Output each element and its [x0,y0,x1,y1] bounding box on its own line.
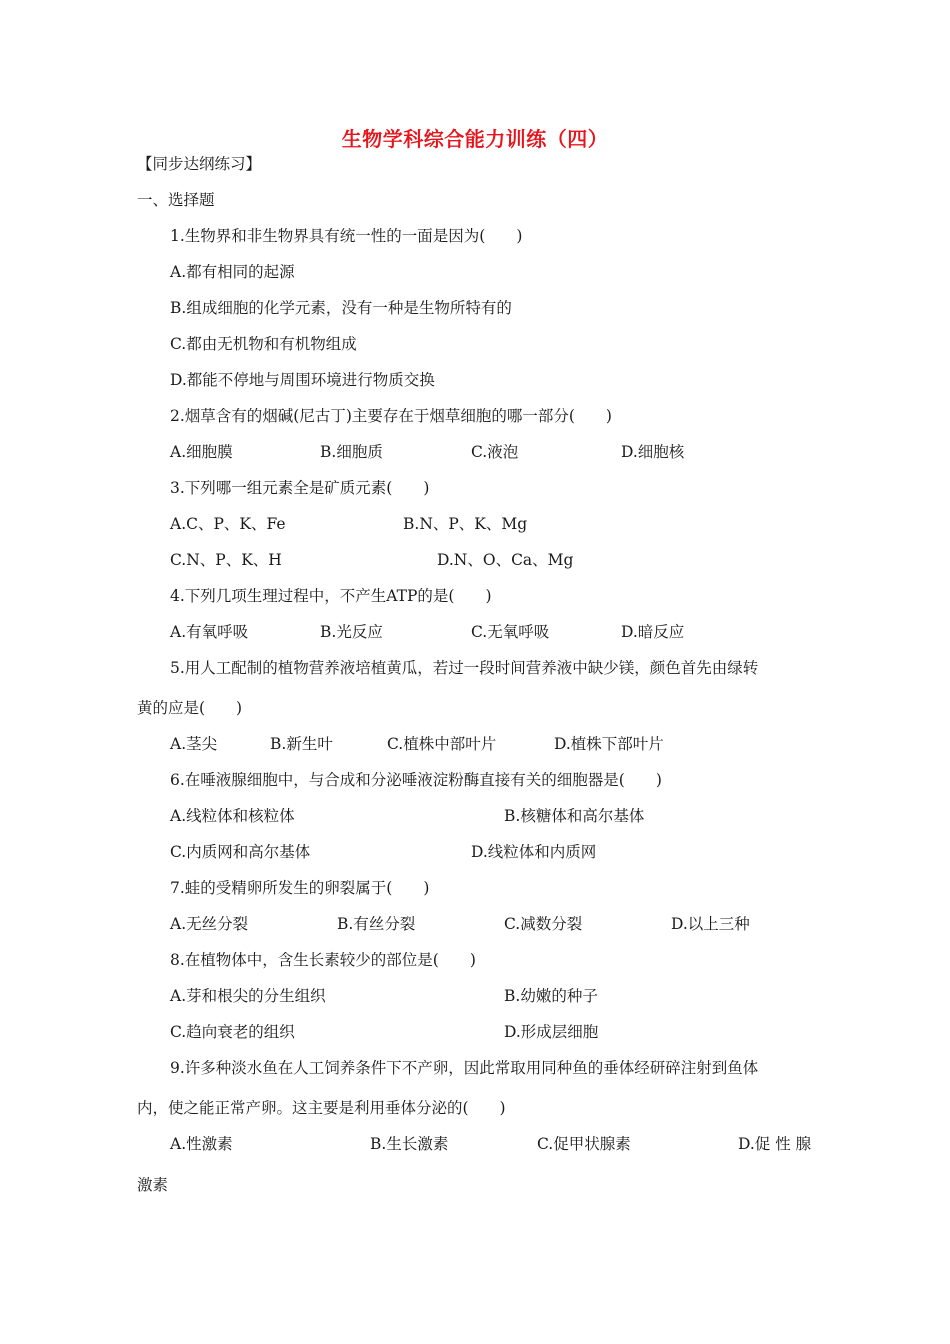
option-c: C.促甲状腺素 [537,1135,631,1153]
option-c: C.减数分裂 [504,915,583,933]
question-stem: 9.许多种淡水鱼在人工饲养条件下不产卵，因此常取用同种鱼的垂体经研碎注射到鱼体 [170,1059,759,1077]
option-d: D.以上三种 [671,915,750,933]
option-a: A.芽和根尖的分生组织 [170,987,326,1005]
option-b: B.细胞质 [320,443,383,461]
question-stem: 3.下列哪一组元素全是矿质元素( ) [170,479,430,497]
section-heading: 【同步达纲练习】 [137,155,262,173]
option-d: D.都能不停地与周围环境进行物质交换 [170,371,435,389]
question-stem: 5.用人工配制的植物营养液培植黄瓜，若过一段时间营养液中缺少镁，颜色首先由绿转 [170,659,759,677]
option-a: A.有氧呼吸 [170,623,249,641]
option-a: A.C、P、K、Fe [170,515,286,533]
question-stem: 1.生物界和非生物界具有统一性的一面是因为( ) [170,227,523,245]
option-c: C.趋向衰老的组织 [170,1023,295,1041]
option-c: C.无氧呼吸 [471,623,550,641]
question-stem: 7.蛙的受精卵所发生的卵裂属于( ) [170,879,430,897]
option-a: A.茎尖 [170,735,218,753]
option-d: D.促 性 腺 [738,1135,812,1153]
option-c: C.液泡 [471,443,519,461]
option-d: D.N、O、Ca、Mg [437,551,574,569]
option-a: A.性激素 [170,1135,233,1153]
option-d: D.线粒体和内质网 [471,843,597,861]
question-stem: 6.在唾液腺细胞中，与合成和分泌唾液淀粉酶直接有关的细胞器是( ) [170,771,662,789]
option-b: B.核糖体和高尔基体 [504,807,645,825]
page-title: 生物学科综合能力训练（四） [341,127,609,151]
question-stem: 8.在植物体中，含生长素较少的部位是( ) [170,951,476,969]
option-b: B.N、P、K、Mg [403,515,528,533]
option-c: C.都由无机物和有机物组成 [170,335,357,353]
question-stem-continued: 内，使之能正常产卵。这主要是利用垂体分泌的( ) [137,1099,506,1117]
option-b: B.组成细胞的化学元素，没有一种是生物所特有的 [170,299,512,317]
option-d: D.植株下部叶片 [554,735,664,753]
part-heading: 一、选择题 [137,191,215,209]
option-b: B.新生叶 [270,735,333,753]
option-a: A.都有相同的起源 [170,263,295,281]
option-d: D.细胞核 [621,443,685,461]
option-c: C.内质网和高尔基体 [170,843,311,861]
option-d: D.暗反应 [621,623,685,641]
option-b: B.生长激素 [370,1135,449,1153]
option-a: A.细胞膜 [170,443,233,461]
question-stem: 4.下列几项生理过程中，不产生ATP的是( ) [170,587,492,605]
option-b: B.有丝分裂 [337,915,416,933]
option-d-continued: 激素 [137,1176,169,1194]
option-b: B.光反应 [320,623,383,641]
option-a: A.线粒体和核粒体 [170,807,295,825]
option-a: A.无丝分裂 [170,915,249,933]
question-stem: 2.烟草含有的烟碱(尼古丁)主要存在于烟草细胞的哪一部分( ) [170,407,612,425]
option-b: B.幼嫩的种子 [504,987,598,1005]
question-stem-continued: 黄的应是( ) [137,699,243,717]
option-c: C.N、P、K、H [170,551,282,569]
option-d: D.形成层细胞 [504,1023,599,1041]
option-c: C.植株中部叶片 [387,735,497,753]
